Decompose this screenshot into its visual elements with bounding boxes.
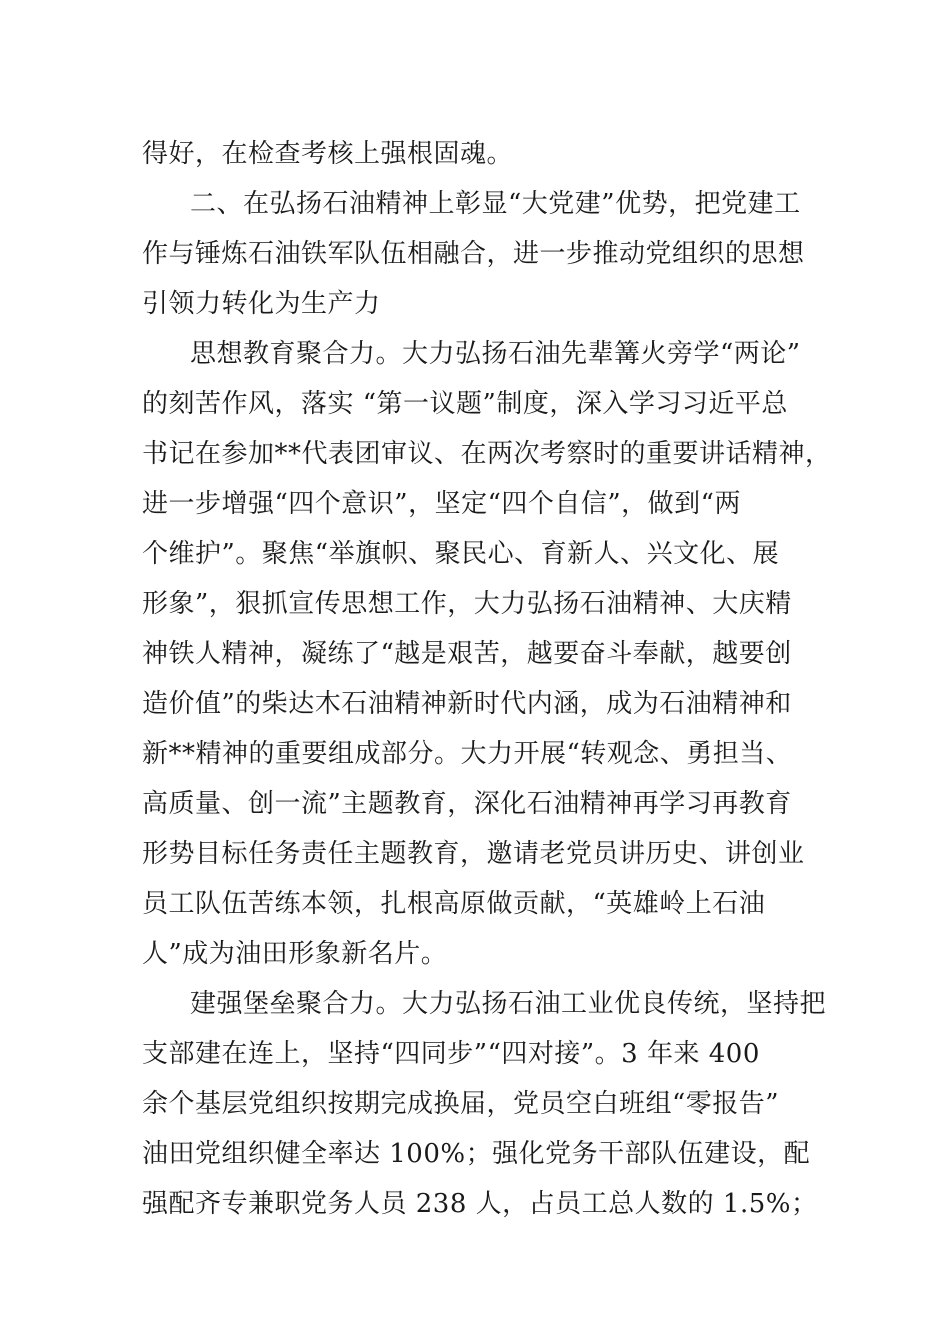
paragraph-line: 个维护”。聚焦“举旗帜、聚民心、育新人、兴文化、展 xyxy=(142,539,780,569)
paragraph-line: 人”成为油田形象新名片。 xyxy=(142,939,448,969)
paragraph-line: 造价值”的柴达木石油精神新时代内涵，成为石油精神和 xyxy=(142,689,792,719)
paragraph-line: 形象”，狠抓宣传思想工作，大力弘扬石油精神、大庆精 xyxy=(142,589,792,619)
paragraph-line: 建强堡垒聚合力。大力弘扬石油工业优良传统，坚持把 xyxy=(190,989,827,1019)
text-line: 得好，在检查考核上强根固魂。 xyxy=(142,139,514,169)
paragraph-line: 高质量、创一流”主题教育，深化石油精神再学习再教育 xyxy=(142,789,792,819)
section-heading-line: 引领力转化为生产力 xyxy=(142,289,381,319)
paragraph-line: 支部建在连上，坚持“四同步”“四对接”。3 年来 400 xyxy=(142,1039,760,1069)
paragraph-line: 强配齐专兼职党务人员 238 人，占员工总人数的 1.5%； xyxy=(142,1189,818,1219)
paragraph-line: 书记在参加**代表团审议、在两次考察时的重要讲话精神， xyxy=(142,439,832,469)
paragraph-line: 的刻苦作风，落实 “第一议题”制度，深入学习习近平总 xyxy=(142,389,788,419)
paragraph-line: 新**精神的重要组成部分。大力开展“转观念、勇担当、 xyxy=(142,739,793,769)
paragraph-line: 形势目标任务责任主题教育，邀请老党员讲历史、讲创业 xyxy=(142,839,805,869)
paragraph-line: 员工队伍苦练本领，扎根高原做贡献，“英雄岭上石油 xyxy=(142,889,766,919)
paragraph-line: 进一步增强“四个意识”，坚定“四个自信”，做到“两 xyxy=(142,489,741,519)
paragraph-line: 余个基层党组织按期完成换届，党员空白班组“零报告” xyxy=(142,1089,780,1119)
section-heading-line: 作与锤炼石油铁军队伍相融合，进一步推动党组织的思想 xyxy=(142,239,805,269)
paragraph-line: 油田党组织健全率达 100%；强化党务干部队伍建设，配 xyxy=(142,1139,811,1169)
paragraph-line: 思想教育聚合力。大力弘扬石油先辈篝火旁学“两论” xyxy=(190,339,801,369)
paragraph-line: 神铁人精神，凝练了“越是艰苦，越要奋斗奉献，越要创 xyxy=(142,639,792,669)
section-heading-line: 二、在弘扬石油精神上彰显“大党建”优势，把党建工 xyxy=(190,189,801,219)
